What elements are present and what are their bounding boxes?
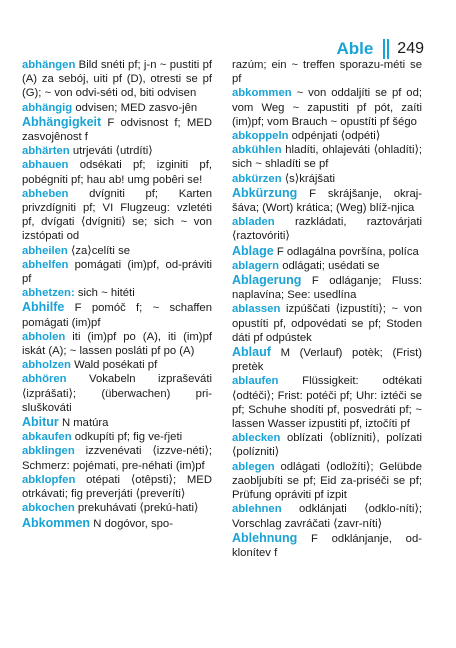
entry-definition: odsékati pf; izginiti pf, pobégniti pf; hau ab! umg pobêri se! (22, 159, 212, 186)
entry-definition: odlágati; usédati se (279, 259, 380, 272)
dictionary-entry (22, 286, 212, 300)
dictionary-entry (22, 158, 212, 186)
dictionary-entry (22, 187, 212, 244)
dictionary-entry (232, 186, 422, 215)
entry-definition: razkládati, raztovárjati ⟨raztovóriti⟩ (232, 216, 422, 243)
entry-headword: Ablehnung (232, 530, 298, 545)
entry-headword: abhelfen (22, 258, 69, 271)
entry-definition: F odlagálna površína, políca (273, 245, 419, 258)
entry-definition: oblízati ⟨oblízniti⟩, polízati ⟨polízniti⟩ (232, 432, 422, 459)
entry-definition: N matúra (58, 417, 109, 430)
entry-headword: Abitur (22, 415, 59, 430)
entry-definition: odlágati ⟨odložíti⟩; Gelübde zaobljubíti se pf; Eid za-priséči se pf; Prüfung opráviti pf izpit (232, 460, 422, 502)
entry-headword: abkaufen (22, 431, 72, 444)
entry-definition: odpénjati ⟨odpéti⟩ (288, 130, 381, 143)
entry-definition: pomágati (im)pf, od-práviti pf (22, 258, 212, 286)
dictionary-entry (232, 215, 422, 243)
entry-definition: F pomóč f; ~ schaffen pomágati (im)pf (22, 302, 212, 329)
entry-headword: ablaufen (232, 375, 279, 388)
entry-headword: abklingen (22, 445, 75, 458)
dictionary-entry (232, 259, 422, 273)
dictionary-entry (232, 273, 422, 302)
entry-headword: abkoppeln (232, 130, 289, 143)
entry-headword: ablegen (232, 460, 275, 473)
entry-definition: Flüssigkeit: odtékati ⟨odtéči⟩; Frist: potéči pf; Uhr: iztéči se pf; Schuhe shodíti pf, posvedráti pf; ~ lassen Wasser izpustiti pf, iztočíti pf (232, 375, 422, 431)
entry-definition: F skrájšanje, okraj-šáva; (Wort) krática; (Weg) blíž-njica (232, 187, 422, 215)
dictionary-entry (22, 430, 212, 444)
entry-definition: otépati ⟨otêpsti⟩; MED otrkávati; fig preverjáti ⟨preveríti⟩ (22, 473, 212, 501)
dictionary-entry (22, 501, 212, 515)
entry-headword: abholen (22, 330, 66, 343)
entry-headword: Ablauf (232, 345, 271, 360)
entry-headword: abholzen (22, 359, 71, 372)
entry-headword: abhetzen: (22, 287, 75, 300)
entry-headword: Abkürzung (232, 185, 298, 200)
dictionary-entry (232, 460, 422, 503)
dictionary-entry (22, 473, 212, 501)
entry-headword: ablassen (232, 303, 281, 316)
entry-definition: N dogóvor, spo- (90, 517, 173, 530)
dictionary-entry (22, 516, 212, 531)
dictionary-entry (232, 431, 422, 459)
entry-headword: abklopfen (22, 473, 76, 486)
entry-definition: odkupíti pf; fig ve-ŕjeti (71, 431, 183, 444)
dictionary-entry (232, 502, 422, 530)
entry-definition: odvisen; MED zasvo-jên (72, 101, 198, 114)
entry-definition: Bild snéti pf; j-n ~ pustiti pf (A) za sebój, uiti pf (D), otresti se pf (G); ~ von odvi-séti od, biti odvisen (22, 59, 212, 100)
entry-definition: prekuhávati ⟨prekú-hati⟩ (74, 502, 199, 515)
dictionary-entry (232, 374, 422, 431)
entry-headword: abhauen (22, 159, 69, 172)
entry-headword: abhören (22, 373, 67, 386)
left-column (22, 58, 212, 531)
entry-headword: abhängig (22, 101, 73, 114)
entry-headword: abheilen (22, 244, 68, 257)
entry-headword: abheben (22, 187, 69, 200)
entry-headword: abladen (232, 216, 275, 229)
header-guide-word: Able (336, 39, 374, 58)
entry-definition: razúm; ein ~ treffen sporazu-méti se pf (232, 59, 422, 86)
entry-definition: ⟨za⟩celíti se (67, 244, 131, 257)
entry-definition: iti (im)pf po (A), iti (im)pf iskát (A); ~ lassen posláti pf po (A) (22, 330, 212, 358)
dictionary-entry (22, 144, 212, 158)
entry-headword: Ablage (232, 243, 274, 258)
entry-headword: abhängen (22, 59, 76, 71)
dictionary-entry (232, 143, 422, 171)
running-header (336, 38, 424, 60)
entry-headword: Abhilfe (22, 300, 65, 315)
entry-definition: Vokabeln izpraševáti ⟨izprášati⟩; (überwachen) pri-sluškováti (22, 373, 212, 414)
dictionary-entry (22, 258, 212, 286)
entry-headword: abkürzen (232, 172, 282, 185)
dictionary-entry (22, 358, 212, 372)
entry-definition: F odklánjanje, od-klonítev f (232, 532, 422, 559)
dictionary-entry (232, 244, 422, 259)
entry-headword: abkühlen (232, 144, 282, 157)
entry-headword: Abhängigkeit (22, 114, 102, 129)
dictionary-entry (232, 345, 422, 374)
entry-definition: F odláganje; Fluss: naplavína; See: usedlína (232, 275, 422, 302)
entry-definition: odklánjati ⟨odklo-níti⟩; Vorschlag zavráčati ⟨zavr-níti⟩ (232, 503, 422, 530)
entry-headword: ablagern (232, 259, 280, 272)
dictionary-entry (232, 129, 422, 143)
dictionary-entry (22, 244, 212, 258)
entry-definition: dvígniti pf; Karten privzdígniti pf; VI Flugzeug: vzletéti pf, dvígati ⟨dvígniti⟩ se; sich ~ von izstópati od (22, 187, 212, 243)
right-column (232, 58, 422, 560)
entry-definition: ~ von oddaljíti se pf od; vom Weg ~ zapustiti pf pót, zaíti (im)pf; vom Brauch ~ opustíti pf šégo (232, 87, 422, 128)
dictionary-entry (232, 531, 422, 560)
entry-definition: M (Verlauf) potèk; (Frist) pretèk (232, 347, 422, 374)
entry-headword: abhärten (22, 145, 70, 158)
entry-headword: Abkommen (22, 515, 91, 530)
entry-headword: abkommen (232, 87, 292, 100)
entry-definition: utrjeváti ⟨utrdíti⟩ (69, 145, 153, 158)
entry-headword: Ablagerung (232, 273, 302, 288)
dictionary-entry (22, 330, 212, 358)
entry-definition: izpúščati ⟨izpustíti⟩; ~ von opustíti pf, odpovédati se pf; Stoden dáti pf odpústek (232, 303, 422, 344)
entry-definition: Wald posékati pf (70, 359, 158, 372)
dictionary-entry (22, 58, 212, 101)
dictionary-entry (232, 302, 422, 345)
dictionary-entry (22, 444, 212, 472)
entry-headword: abkochen (22, 502, 75, 515)
entry-definition: ⟨s⟩krájšati (281, 172, 335, 185)
entry-definition: izzvenévati ⟨izzve-néti⟩; Schmerz: pojémati, pre-néhati (im)pf (22, 445, 212, 472)
entry-definition: hladíti, ohlajeváti ⟨ohladíti⟩; sich ~ shladíti se pf (232, 144, 422, 171)
entry-definition: F odvisnost f; MED zasvojênost f (22, 116, 212, 144)
page-number: 249 (397, 40, 424, 57)
dictionary-entry (22, 101, 212, 115)
dictionary-entry (22, 300, 212, 329)
dictionary-entry (22, 372, 212, 415)
dictionary-entry (232, 86, 422, 129)
entry-definition: sich ~ hitéti (74, 287, 135, 300)
entry-headword: ablehnen (232, 503, 282, 516)
dictionary-entry (22, 115, 212, 144)
dictionary-entry (232, 58, 422, 86)
header-divider (383, 39, 389, 59)
entry-headword: ablecken (232, 432, 281, 445)
dictionary-entry (232, 172, 422, 186)
dictionary-entry (22, 415, 212, 430)
